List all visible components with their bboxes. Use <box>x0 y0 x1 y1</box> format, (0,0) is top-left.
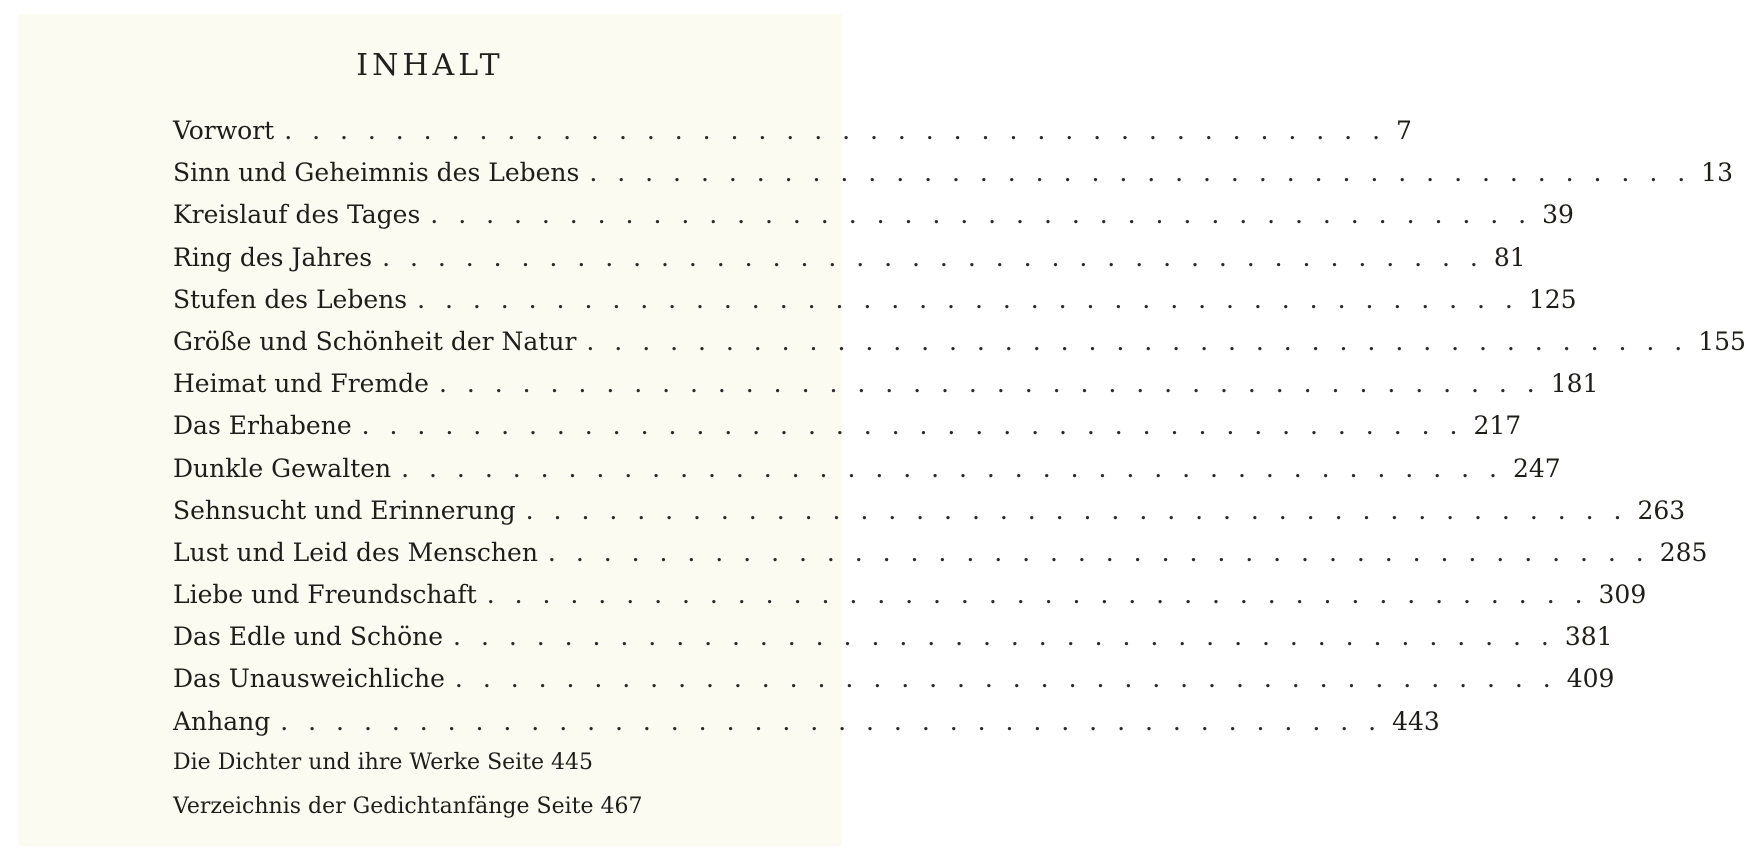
toc-entry <box>173 580 1647 622</box>
toc-entry <box>173 326 1746 369</box>
dot-leader: . . . . . . . . . . . . . . . . . . . . . . . . . . . . . . . . . . . . . . . . <box>547 537 1650 567</box>
toc-entry-title: Das Erhabene <box>173 411 352 441</box>
toc-entry-title: Stufen des Lebens <box>173 284 408 314</box>
toc-entry-title: Heimat und Fremde <box>173 369 429 399</box>
toc-entry-title: Vorwort <box>173 116 275 145</box>
dot-leader: . . . . . . . . . . . . . . . . . . . . . . . . . . . . . . . . . . . . . . . . <box>453 622 1555 652</box>
toc-entry-page: 155 <box>1698 326 1746 356</box>
toc-entry-title: Das Edle und Schöne <box>173 622 444 652</box>
toc-entry <box>173 537 1708 580</box>
toc-entry <box>173 200 1574 242</box>
toc-entry-page: 7 <box>1396 116 1412 145</box>
dot-leader: . . . . . . . . . . . . . . . . . . . . . . . . . . . . . . . . . . . . . . . . <box>486 580 1589 610</box>
toc-entry <box>173 284 1577 327</box>
toc-entry <box>173 495 1686 538</box>
dot-leader: . . . . . . . . . . . . . . . . . . . . . . . . . . . . . . . . . . . . . . . . <box>586 326 1689 356</box>
table-of-contents <box>173 116 1746 749</box>
toc-entry <box>173 158 1733 200</box>
dot-leader: . . . . . . . . . . . . . . . . . . . . . . . . . . . . . . . . . . . . . . . . <box>525 495 1628 525</box>
toc-entry-title: Das Unausweichliche <box>173 664 445 694</box>
dot-leader: . . . . . . . . . . . . . . . . . . . . . . . . . . . . . . . . . . . . . . . . <box>280 706 1383 736</box>
toc-entry-page: 263 <box>1637 495 1686 525</box>
dot-leader: . . . . . . . . . . . . . . . . . . . . . . . . . . . . . . . . . . . . . . . . <box>438 369 1541 399</box>
toc-entry-page: 13 <box>1701 158 1733 188</box>
toc-entry-page: 247 <box>1512 453 1561 483</box>
toc-entry-title: Ring des Jahres <box>173 242 373 272</box>
toc-entry-page: 181 <box>1550 369 1599 399</box>
toc-entry-title: Sinn und Geheimnis des Lebens <box>173 158 580 188</box>
dot-leader: . . . . . . . . . . . . . . . . . . . . . . . . . . . . . . . . . . . . . . . . <box>417 284 1519 314</box>
toc-entry-page: 443 <box>1392 706 1440 736</box>
toc-entry-page: 81 <box>1493 242 1526 272</box>
toc-entry <box>173 622 1613 664</box>
toc-entry <box>173 411 1522 453</box>
toc-entry-page: 381 <box>1564 622 1613 652</box>
toc-entry <box>173 453 1561 496</box>
toc-entry-page: 217 <box>1473 411 1522 441</box>
toc-entry-title: Größe und Schönheit der Natur <box>173 326 577 356</box>
toc-entry <box>173 706 1440 749</box>
toc-entry-page: 39 <box>1542 200 1574 230</box>
toc-entry-title: Liebe und Freundschaft <box>173 580 477 610</box>
appendix-line-authors: Die Dichter und ihre Werke Seite 445 <box>173 750 594 775</box>
dot-leader: . . . . . . . . . . . . . . . . . . . . . . . . . . . . . . . . . . . . . . . . <box>454 664 1557 694</box>
toc-entry-title: Dunkle Gewalten <box>173 453 392 483</box>
appendix-line-first-lines: Verzeichnis der Gedichtanfänge Seite 467 <box>173 794 643 819</box>
toc-entry <box>173 369 1599 411</box>
dot-leader: . . . . . . . . . . . . . . . . . . . . . . . . . . . . . . . . . . . . . . . . <box>589 158 1692 188</box>
toc-entry-title: Sehnsucht und Erinnerung <box>173 495 516 525</box>
toc-entry-title: Kreislauf des Tages <box>173 200 421 230</box>
toc-entry <box>173 242 1526 285</box>
toc-entry-page: 285 <box>1659 537 1708 567</box>
toc-entry-title: Anhang <box>173 706 271 736</box>
toc-entry-page: 409 <box>1566 664 1615 694</box>
book-page <box>18 14 1746 846</box>
toc-entry <box>173 116 1412 158</box>
dot-leader: . . . . . . . . . . . . . . . . . . . . . . . . . . . . . . . . . . . . . . . . <box>361 411 1464 441</box>
toc-entry-title: Lust und Leid des Menschen <box>173 537 538 567</box>
toc-entry-page: 309 <box>1598 580 1647 610</box>
dot-leader: . . . . . . . . . . . . . . . . . . . . . . . . . . . . . . . . . . . . . . . . <box>284 116 1387 145</box>
dot-leader: . . . . . . . . . . . . . . . . . . . . . . . . . . . . . . . . . . . . . . . . <box>382 242 1484 272</box>
toc-entry <box>173 664 1615 706</box>
page-title: INHALT <box>356 48 504 83</box>
dot-leader: . . . . . . . . . . . . . . . . . . . . . . . . . . . . . . . . . . . . . . . . <box>430 200 1533 230</box>
dot-leader: . . . . . . . . . . . . . . . . . . . . . . . . . . . . . . . . . . . . . . . . <box>401 453 1503 483</box>
toc-entry-page: 125 <box>1528 284 1577 314</box>
